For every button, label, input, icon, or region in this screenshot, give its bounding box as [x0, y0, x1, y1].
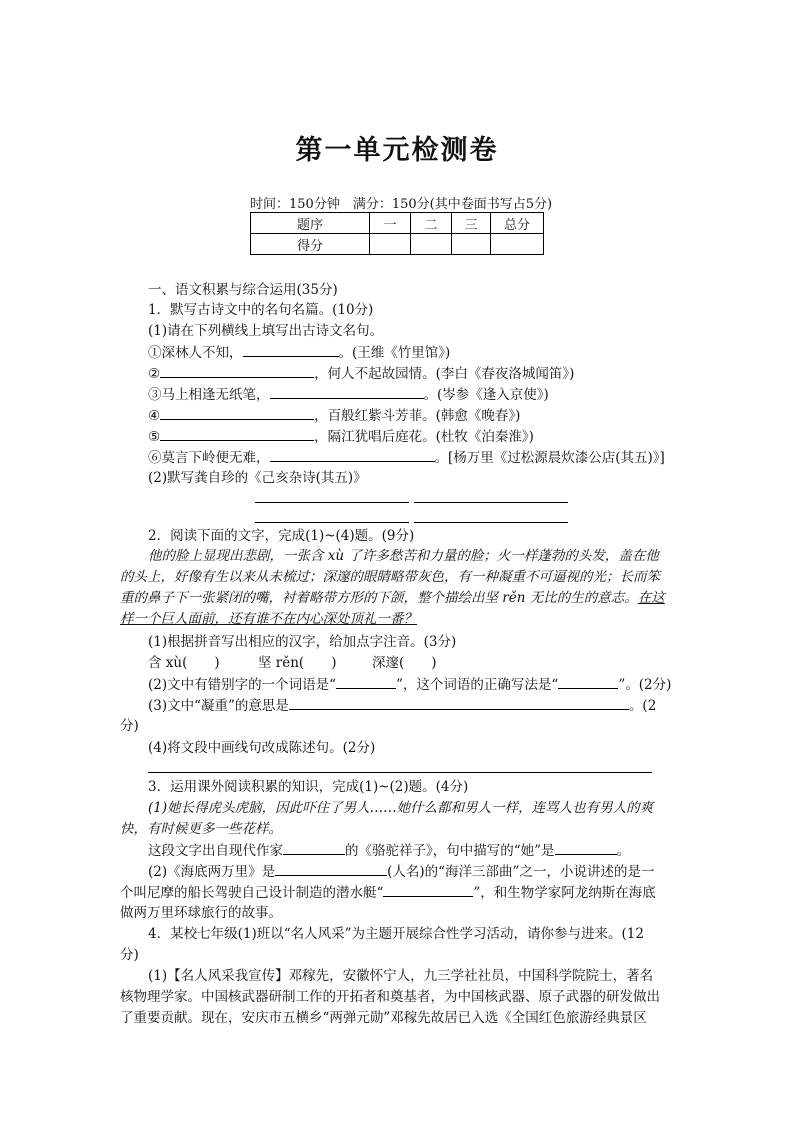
- table-cell: 得分: [251, 234, 370, 255]
- question-3-sub2-cont: 个叫尼摩的船长驾驶自己设计制造的潜水艇“ ”，和生物学家阿龙纳斯在海底: [120, 882, 656, 903]
- table-cell: 总分: [491, 213, 544, 234]
- question-2-sub1: (1)根据拼音写出相应的汉字，给加点字注音。(3分): [148, 634, 457, 650]
- table-cell: [491, 234, 544, 255]
- page-title: 第一单元检测卷: [295, 135, 499, 166]
- passage-line: (1)【名人风采我宣传】邓稼先，安徽怀宁人，九三学社社员，中国科学院院士，著名: [148, 968, 654, 984]
- table-cell: 三: [452, 213, 491, 234]
- question-2-heading: 2．阅读下面的文字，完成(1)~(4)题。(9分): [148, 528, 415, 544]
- answer-blank[interactable]: [289, 695, 629, 710]
- passage-line: 样一个巨人面前，还有谁不在内心深处顶礼一番？: [120, 611, 417, 627]
- poem-line-1: ①深林人不知， 。(王维《竹里馆》): [148, 342, 450, 363]
- pinyin-item: 坚 rěn( ): [258, 655, 337, 671]
- passage-line: (1)她长得虎头虎脑，因此吓住了男人……她什么都和男人一样，连骂人也有男人的爽: [148, 800, 654, 816]
- poem-line-4: ④ ，百般红紫斗芳菲。(韩愈《晚春》): [148, 405, 520, 426]
- score-table-row: [251, 234, 544, 255]
- poem-line-5: ⑤ ，隔江犹唱后庭花。(杜牧《泊秦淮》): [148, 426, 534, 447]
- answer-blank[interactable]: [383, 882, 473, 897]
- score-table-row: [251, 213, 544, 234]
- table-cell: 题序: [251, 213, 370, 234]
- passage-line: 快，有时候更多一些花样。: [120, 821, 282, 837]
- answer-blank[interactable]: [336, 674, 396, 689]
- answer-line[interactable]: [148, 772, 652, 773]
- answer-blank[interactable]: [558, 674, 618, 689]
- answer-line[interactable]: [255, 522, 409, 523]
- answer-blank[interactable]: [283, 840, 345, 855]
- table-cell: 二: [411, 213, 452, 234]
- score-table: [250, 212, 544, 255]
- poem-line-2: ② ，何人不起故园情。(李白《春夜洛城闻笛》): [148, 363, 574, 384]
- section-heading: 一、语文积累与综合运用(35分): [148, 282, 338, 298]
- pinyin-item: 含 xù( ): [148, 655, 220, 671]
- question-1-heading: 1．默写古诗文中的名句名篇。(10分): [148, 302, 374, 318]
- answer-blank[interactable]: [555, 840, 617, 855]
- answer-blank[interactable]: [270, 384, 424, 399]
- passage-line: 了重要贡献。现在，安庆市五横乡“两弹元勋”邓稼先故居已入选《全国红色旅游经典景区: [120, 1010, 647, 1026]
- pinyin-item: 深邃( ): [372, 655, 437, 671]
- question-2-sub4: (4)将文段中画线句改成陈述句。(2分): [148, 740, 376, 756]
- question-4-heading-cont: 分): [120, 947, 139, 963]
- passage-line: 重的鼻子下一张紧闭的嘴，衬着略带方形的下颌，整个描绘出坚 rěn 无比的生的意志。在这: [120, 590, 665, 606]
- table-cell: 一: [370, 213, 411, 234]
- poem-line-6: ⑥莫言下岭便无难， 。[杨万里《过松源晨炊漆公店(其五)》]: [148, 447, 665, 468]
- table-cell: [411, 234, 452, 255]
- question-2-sub3: (3)文中“凝重”的意思是 。(2: [148, 695, 656, 716]
- table-cell: [370, 234, 411, 255]
- question-3-sub1: 这段文字出自现代作家 的《骆驼祥子》，句中描写的“她”是 。: [148, 840, 630, 861]
- answer-blank[interactable]: [160, 363, 314, 378]
- passage-line: 核物理学家。中国核武器研制工作的开拓者和奠基者，为中国核武器、原子武器的研发做出: [120, 989, 660, 1005]
- passage-line: 的头上，好像有生以来从未梳过；深邃的眼睛略带灰色，有一种凝重不可逼视的光；长而笨: [120, 569, 660, 585]
- answer-line[interactable]: [255, 502, 409, 503]
- answer-blank[interactable]: [243, 342, 339, 357]
- question-3-sub2: (2)《海底两万里》是 (人名)的“海洋三部曲”之一，小说讲述的是一: [148, 861, 654, 882]
- answer-line[interactable]: [414, 502, 568, 503]
- question-3-heading: 3．运用课外阅读积累的知识，完成(1)~(2)题。(4分): [148, 779, 469, 795]
- answer-blank[interactable]: [160, 426, 314, 441]
- question-3-sub2-cont: 做两万里环球旅行的故事。: [120, 905, 282, 921]
- table-cell: [452, 234, 491, 255]
- answer-line[interactable]: [414, 522, 568, 523]
- poem-line-3: ③马上相逢无纸笔， 。(岑参《逢入京使》): [148, 384, 549, 405]
- answer-blank[interactable]: [160, 405, 314, 420]
- exam-info: 时间：150分钟 满分：150分(其中卷面书写占5分): [250, 197, 553, 212]
- passage-line: 他的脸上显现出悲剧，一张含 xù 了许多愁苦和力量的脸；火一样蓬勃的头发，盖在他: [148, 548, 659, 564]
- answer-blank[interactable]: [270, 447, 435, 462]
- question-2-sub2: (2)文中有错别字的一个词语是“ ”，这个词语的正确写法是“ ”。(2分): [148, 674, 671, 695]
- question-1-sub2: (2)默写龚自珍的《己亥杂诗(其五)》: [148, 470, 367, 486]
- question-1-sub1: (1)请在下列横线上填写出古诗文名句。: [148, 323, 384, 339]
- question-2-sub3-cont: 分): [120, 718, 139, 734]
- answer-blank[interactable]: [275, 861, 387, 876]
- question-4-heading: 4．某校七年级(1)班以“名人风采”为主题开展综合性学习活动，请你参与进来。(12: [148, 926, 644, 942]
